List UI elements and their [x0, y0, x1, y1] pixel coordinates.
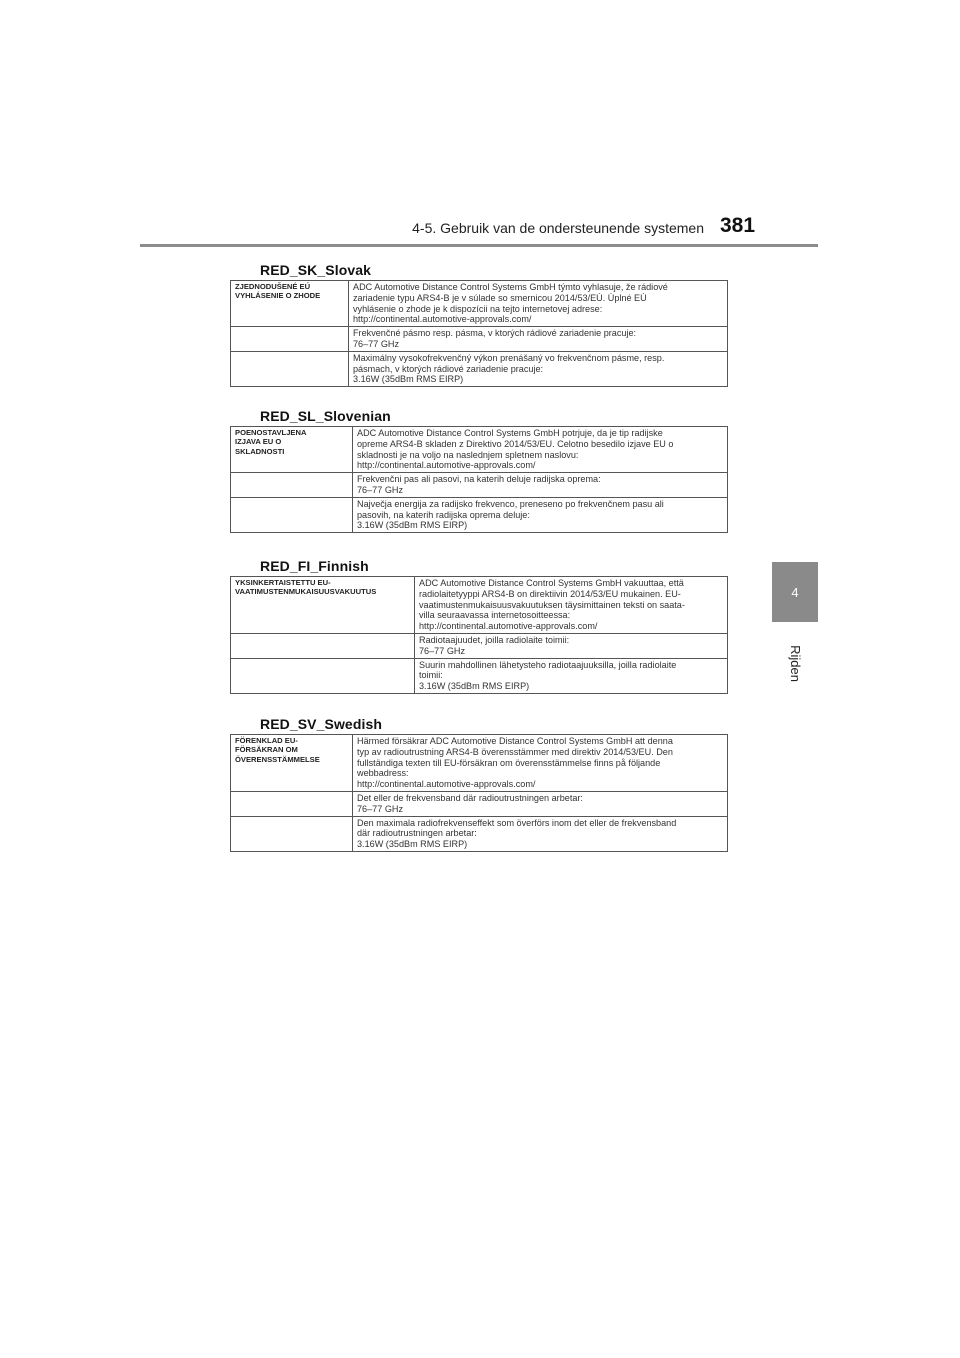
table-row [231, 497, 728, 532]
text-line: 76–77 GHz [357, 484, 404, 495]
table-row [231, 735, 728, 792]
text-line: 3.16W (35dBm RMS EIRP) [357, 520, 468, 531]
label-line: VAATIMUSTENMUKAISUUSVAKUUTUS [235, 587, 377, 597]
empty-label-cell [231, 473, 353, 498]
text-line: villa seuraavassa internetosoitteessa: [419, 610, 571, 621]
declaration-label-cell [231, 735, 353, 792]
power-cell [353, 497, 728, 532]
url-line: http://continental.automotive-approvals.com/ [357, 460, 536, 471]
declaration-label-cell [231, 427, 353, 473]
chapter-label: Rijden [787, 644, 803, 682]
text-line: pasovih, na katerih radijska oprema deluje: [357, 509, 530, 520]
declaration-label-cell [231, 577, 415, 634]
header-divider [140, 244, 818, 247]
table-row [231, 351, 728, 386]
text-line: typ av radioutrustning ARS4-B överensstämmer med direktiv 2014/53/EU. Den [357, 746, 673, 757]
text-line: radiolaitetyyppi ARS4-B on direktiivin 2014/53/EU mukainen. EU- [419, 588, 681, 599]
empty-label-cell [231, 658, 415, 693]
table-row [231, 427, 728, 473]
empty-label-cell [231, 816, 353, 851]
empty-label-cell [231, 327, 349, 352]
empty-label-cell [231, 497, 353, 532]
label-line: YKSINKERTAISTETTU EU- [235, 578, 331, 587]
page-header-title: 4-5. Gebruik van de ondersteunende systemen [412, 220, 704, 236]
text-line: Den maximala radiofrekvenseffekt som överförs inom det eller de frekvensband [357, 817, 677, 828]
text-line: 3.16W (35dBm RMS EIRP) [353, 374, 464, 385]
declaration-table [230, 280, 728, 387]
frequency-cell [353, 473, 728, 498]
text-line: ADC Automotive Distance Control Systems GmbH týmto vyhlasuje, že rádiové [353, 282, 668, 292]
text-line: Radiotaajuudet, joilla radiolaite toimii: [419, 634, 570, 645]
section-heading: RED_SK_Slovak [260, 262, 372, 278]
text-line: pásmach, v ktorých rádiové zariadenie pracuje: [353, 363, 544, 374]
table-row [231, 791, 728, 816]
label-line: SKLADNOSTI [235, 446, 285, 456]
text-line: vyhlásenie o zhode je k dispozícii na tejto internetovej adrese: [353, 303, 603, 314]
text-line: Det eller de frekvensband där radioutrustningen arbetar: [357, 792, 583, 803]
power-cell [353, 816, 728, 851]
label-line: VYHLÁSENIE O ZHODE [235, 291, 321, 301]
declaration-table [230, 426, 728, 533]
label-line: ÖVERENSSTÄMMELSE [235, 754, 320, 764]
section-heading: RED_SL_Slovenian [260, 408, 391, 424]
frequency-cell [415, 633, 728, 658]
label-line: POENOSTAVLJENA [235, 428, 307, 437]
table-row [231, 473, 728, 498]
text-line: Maximálny vysokofrekvenčný výkon prenášaný vo frekvenčnom pásme, resp. [353, 352, 665, 363]
label-line: ZJEDNODUŠENÉ EÚ [235, 282, 311, 291]
empty-label-cell [231, 633, 415, 658]
table-row [231, 281, 728, 327]
empty-label-cell [231, 791, 353, 816]
table-row [231, 658, 728, 693]
text-line: Suurin mahdollinen lähetysteho radiotaajuuksilla, joilla radiolaite [419, 659, 677, 670]
empty-label-cell [231, 351, 349, 386]
table-row [231, 577, 728, 634]
label-line: FÖRSÄKRAN OM [235, 745, 298, 755]
label-line: FÖRENKLAD EU- [235, 736, 298, 745]
text-line: 76–77 GHz [353, 338, 400, 349]
table-row [231, 327, 728, 352]
page-number: 381 [720, 214, 756, 237]
chapter-side-label [783, 640, 807, 686]
text-line: där radioutrustningen arbetar: [357, 828, 477, 839]
url-line: http://continental.automotive-approvals.com/ [357, 779, 536, 790]
text-line: toimii: [419, 670, 443, 681]
declaration-label-cell [231, 281, 349, 327]
declaration-text-cell [353, 735, 728, 792]
declaration-table [230, 734, 728, 852]
section-slovenian [230, 408, 728, 533]
power-cell [415, 658, 728, 693]
text-line: webbadress: [357, 768, 409, 779]
section-slovak [230, 262, 728, 387]
text-line: Frekvenčni pas ali pasovi, na katerih deluje radijska oprema: [357, 474, 601, 485]
url-line: http://continental.automotive-approvals.com/ [419, 621, 598, 632]
url-line: http://continental.automotive-approvals.com/ [353, 314, 532, 325]
power-cell [349, 351, 728, 386]
text-line: 3.16W (35dBm RMS EIRP) [357, 839, 468, 850]
text-line: vaatimustenmukaisuusvakuutuksen täysimittainen teksti on saata- [419, 599, 685, 610]
text-line: ADC Automotive Distance Control Systems GmbH potrjuje, da je tip radijske [357, 428, 663, 438]
chapter-number: 4 [791, 584, 799, 600]
text-line: zariadenie typu ARS4-B je v súlade so smernicou 2014/53/EÚ. Úplné EÚ [353, 292, 647, 303]
declaration-text-cell [415, 577, 728, 634]
table-row [231, 633, 728, 658]
frequency-cell [353, 791, 728, 816]
section-finnish [230, 558, 728, 694]
text-line: Frekvenčné pásmo resp. pásma, v ktorých rádiové zariadenie pracuje: [353, 328, 637, 339]
text-line: fullständiga texten till EU-försäkran om överensstämmelse finns på följande [357, 757, 661, 768]
section-heading: RED_SV_Swedish [260, 716, 382, 732]
text-line: 76–77 GHz [419, 645, 466, 656]
chapter-tab[interactable] [772, 562, 818, 622]
declaration-text-cell [353, 427, 728, 473]
frequency-cell [349, 327, 728, 352]
text-line: opreme ARS4-B skladen z Direktivo 2014/53/EU. Celotno besedilo izjave EU o [357, 438, 674, 449]
declaration-text-cell [349, 281, 728, 327]
table-row [231, 816, 728, 851]
section-swedish [230, 716, 728, 852]
section-heading: RED_FI_Finnish [260, 558, 369, 574]
label-line: IZJAVA EU O [235, 437, 282, 447]
declaration-table [230, 576, 728, 694]
text-line: Härmed försäkrar ADC Automotive Distance Control Systems GmbH att denna [357, 736, 673, 746]
text-line: ADC Automotive Distance Control Systems GmbH vakuuttaa, että [419, 578, 684, 588]
text-line: skladnosti je na voljo na naslednjem spletnem naslovu: [357, 449, 579, 460]
text-line: 76–77 GHz [357, 803, 404, 814]
text-line: 3.16W (35dBm RMS EIRP) [419, 681, 530, 692]
text-line: Največja energija za radijsko frekvenco, preneseno po frekvenčnem pasu ali [357, 498, 664, 509]
